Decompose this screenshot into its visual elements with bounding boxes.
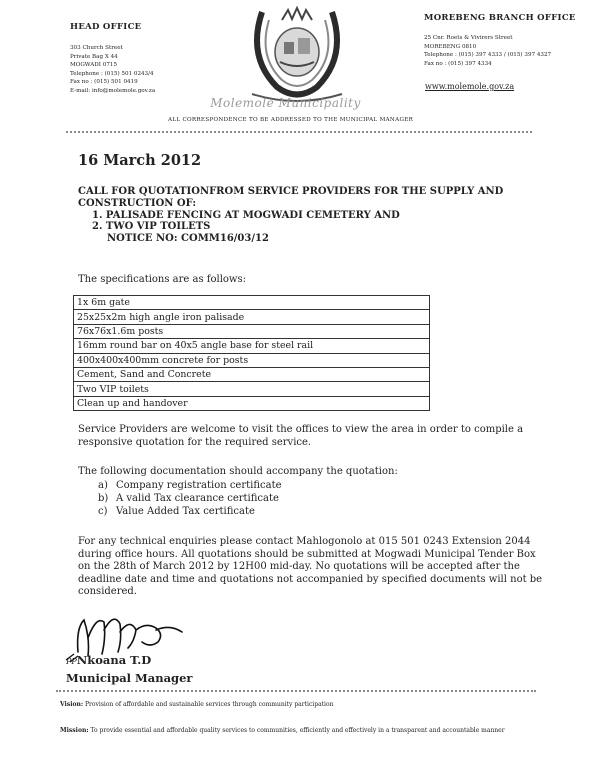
head-office-line: Telephone : (015) 501 0243/4 — [70, 70, 154, 77]
paragraph-line: considered. — [78, 586, 137, 597]
table-row — [74, 339, 430, 353]
specs-intro: The specifications are as follows: — [78, 274, 246, 285]
spec-cell: 16mm round bar on 40x5 angle base for steel rail — [74, 339, 430, 353]
list-text: A valid Tax clearance certificate — [116, 493, 279, 504]
table-row — [74, 310, 430, 324]
table-row — [74, 324, 430, 338]
branch-office-line: 25 Cnr. Roets & Vivirers Street — [424, 35, 513, 41]
list-item — [98, 505, 282, 518]
vision-label: Vision: — [60, 701, 84, 708]
signer-title: Municipal Manager — [66, 671, 193, 685]
spec-cell: Clean up and handover — [74, 396, 430, 410]
paragraph-line: Service Providers are welcome to visit the offices to view the area in order to compile a — [78, 424, 524, 435]
head-office-title: HEAD OFFICE — [70, 22, 142, 32]
spec-cell: 400x400x400mm concrete for posts — [74, 353, 430, 367]
list-text: Company registration certificate — [116, 480, 282, 491]
list-letter: b) — [98, 493, 109, 504]
heading-item: 1. PALISADE FENCING AT MOGWADI CEMETERY AND — [92, 209, 400, 221]
paragraph-line: For any technical enquiries please contact Mahlogonolo at 015 501 0243 Extension 2044 — [78, 536, 531, 547]
table-row — [74, 367, 430, 381]
heading-item: 2. TWO VIP TOILETS — [92, 221, 211, 233]
branch-office-line: Telephone : (015) 397 4333 / (015) 397 4327 — [424, 52, 552, 59]
spec-cell: 25x25x2m high angle iron palisade — [74, 310, 430, 324]
list-item — [98, 479, 282, 492]
branch-office-title: MOREBENG BRANCH OFFICE — [424, 13, 576, 23]
head-office-address — [70, 44, 155, 96]
notice-number: NOTICE NO: COMM16/03/12 — [107, 233, 269, 245]
list-item — [98, 492, 282, 505]
table-row — [74, 382, 430, 396]
header-divider — [66, 131, 532, 133]
list-text: Value Added Tax certificate — [116, 506, 255, 517]
spec-cell: Two VIP toilets — [74, 382, 430, 396]
signer-block — [66, 652, 192, 686]
head-office-line: Fax no : (015) 501 0419 — [70, 79, 138, 86]
heading-line: CONSTRUCTION OF: — [78, 197, 197, 209]
signer-name: Nkoana T.D — [76, 653, 152, 667]
documentation-intro: The following documentation should accompany the quotation: — [78, 466, 398, 477]
branch-office-line: Fax no : (015) 397 4334 — [424, 60, 492, 67]
head-office-line: 303 Church Street — [70, 45, 123, 51]
vision-statement — [60, 701, 333, 708]
head-office-line: MOGWADI 0715 — [70, 62, 118, 69]
mission-label: Mission: — [60, 727, 89, 734]
specifications-table — [73, 295, 430, 411]
spec-cell: 1x 6m gate — [74, 296, 430, 310]
notice-heading — [78, 186, 503, 245]
paragraph-line: deadline date and time and quotations not accompanied by specified documents will not be — [78, 573, 543, 585]
heading-line: CALL FOR QUOTATIONFROM SERVICE PROVIDERS FOR THE SUPPLY AND — [78, 186, 504, 197]
mission-statement — [60, 727, 505, 734]
paragraph-line: responsive quotation for the required service. — [78, 436, 312, 448]
table-row — [74, 296, 430, 310]
head-office-line: Private Bag X 44 — [70, 53, 118, 60]
table-row — [74, 396, 430, 410]
table-row — [74, 353, 430, 367]
paragraph-line: during office hours. All quotations should be submitted at Mogwadi Municipal Tender Box — [78, 548, 536, 560]
municipality-name: Molemole Municipality — [210, 96, 361, 110]
branch-office-line: MOREBENG 0810 — [424, 43, 477, 50]
enquiries-paragraph — [78, 536, 542, 599]
paragraph-line: on the 28th of March 2012 by 12H00 mid-day. No quotations will be accepted after the — [78, 561, 520, 572]
pp-mark: PP — [66, 657, 77, 666]
correspondence-note: ALL CORRESPONDENCE TO BE ADDRESSED TO THE MUNICIPAL MANAGER — [168, 117, 414, 123]
vision-text: Provision of affordable and sustainable services through community participation — [85, 701, 334, 708]
branch-office-address — [424, 34, 551, 68]
spec-cell: 76x76x1.6m posts — [74, 324, 430, 338]
spec-cell: Cement, Sand and Concrete — [74, 367, 430, 381]
website-link[interactable]: www.molemole.gov.za — [425, 82, 515, 91]
mission-text: To provide essential and affordable quality services to communities, efficiently and effectively in a transparent and accountable manner — [90, 727, 505, 734]
list-letter: c) — [98, 506, 108, 517]
head-office-line: E-mail: info@molemole.gov.za — [70, 87, 156, 94]
letter-date: 16 March 2012 — [78, 152, 202, 169]
documents-list — [98, 479, 282, 518]
footer-divider — [56, 690, 536, 692]
visit-paragraph — [78, 424, 523, 449]
list-letter: a) — [98, 480, 108, 491]
